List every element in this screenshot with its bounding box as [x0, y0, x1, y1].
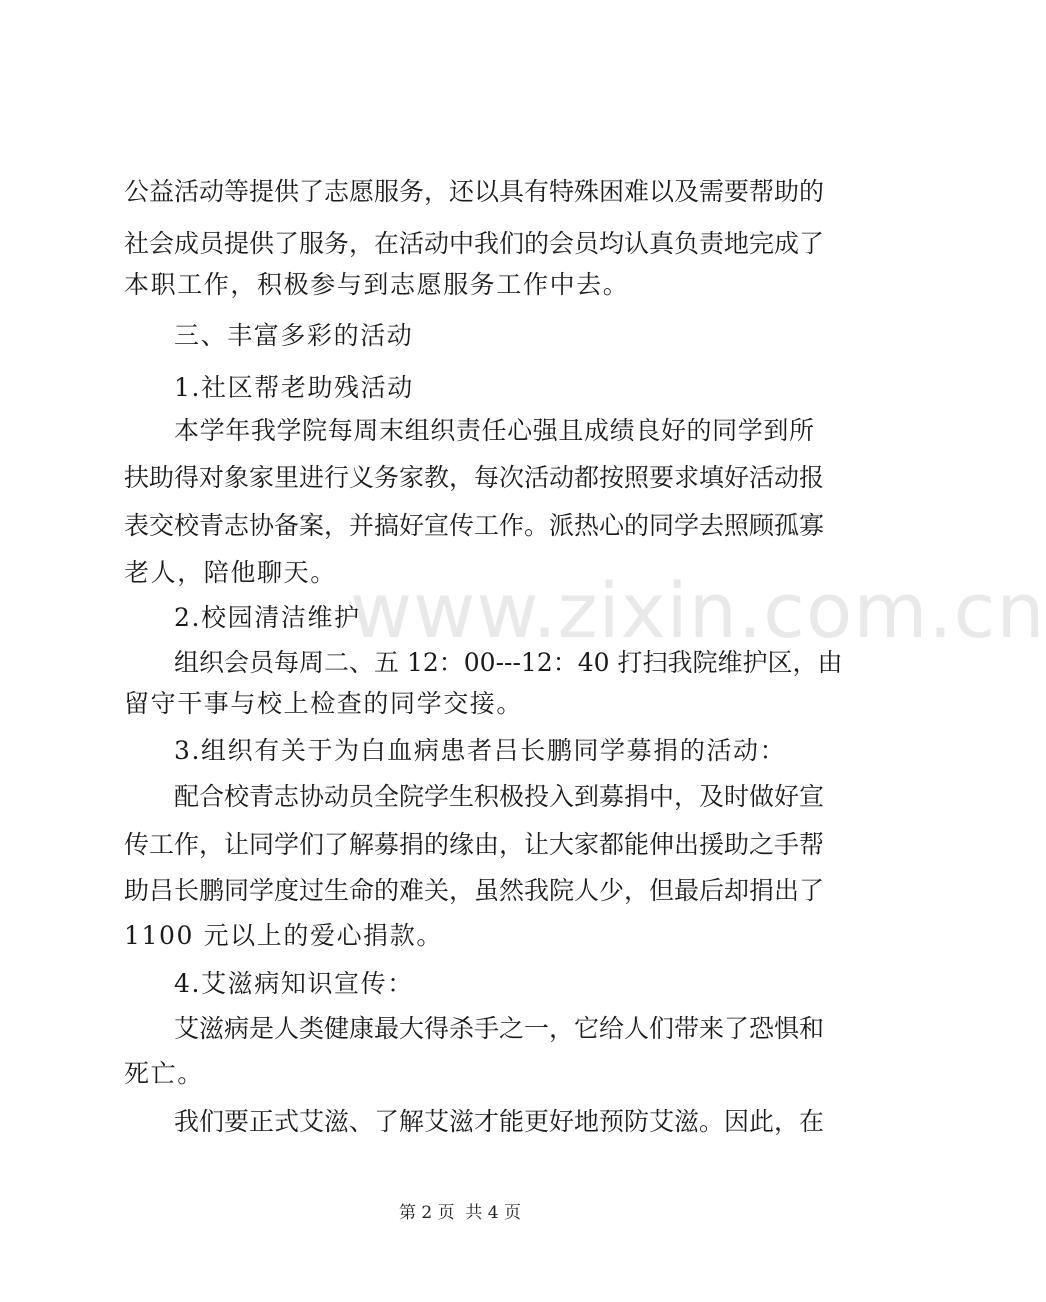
subsection-heading: 4.艾滋病知识宣传： [174, 969, 414, 998]
paragraph-line: 艾滋病是人类健康最大得杀手之一，它给人们带来了恐惧和 [174, 1014, 825, 1043]
section-heading: 三、丰富多彩的活动 [174, 321, 414, 350]
page-footer: 第 2 页 共 4 页 [398, 1203, 522, 1223]
watermark: www.zixin.com.cn [350, 566, 1046, 655]
paragraph-line: 扶助得对象家里进行义务家教，每次活动都按照要求填好活动报 [124, 463, 825, 492]
paragraph-line: 公益活动等提供了志愿服务，还以具有特殊困难以及需要帮助的 [124, 177, 825, 206]
paragraph-line: 配合校青志协动员全院学生积极投入到募捐中，及时做好宣 [174, 782, 825, 811]
paragraph-line: 社会成员提供了服务，在活动中我们的会员均认真负责地完成了 [124, 229, 825, 258]
paragraph-line: 本职工作，积极参与到志愿服务工作中去。 [124, 270, 630, 299]
subsection-heading: 3.组织有关于为白血病患者吕长鹏同学募捐的活动： [174, 736, 787, 765]
paragraph-line: 组织会员每周二、五 12：00---12：40 打扫我院维护区，由 [174, 648, 843, 677]
paragraph-line: 表交校青志协备案，并搞好宣传工作。派热心的同学去照顾孤寡 [124, 511, 825, 540]
paragraph-line: 老人，陪他聊天。 [124, 558, 337, 587]
subsection-heading: 1.社区帮老助残活动 [174, 373, 414, 402]
paragraph-line: 助吕长鹏同学度过生命的难关，虽然我院人少，但最后却捐出了 [124, 876, 825, 905]
subsection-heading: 2.校园清洁维护 [174, 603, 361, 632]
paragraph-line: 1100 元以上的爱心捐款。 [124, 921, 443, 950]
paragraph-line: 我们要正式艾滋、了解艾滋才能更好地预防艾滋。因此，在 [174, 1107, 825, 1136]
paragraph-line: 传工作，让同学们了解募捐的缘由，让大家都能伸出援助之手帮 [124, 830, 825, 859]
paragraph-line: 本学年我学院每周末组织责任心强且成绩良好的同学到所 [174, 416, 814, 445]
paragraph-line: 留守干事与校上检查的同学交接。 [124, 689, 524, 718]
paragraph-line: 死亡。 [124, 1059, 204, 1088]
